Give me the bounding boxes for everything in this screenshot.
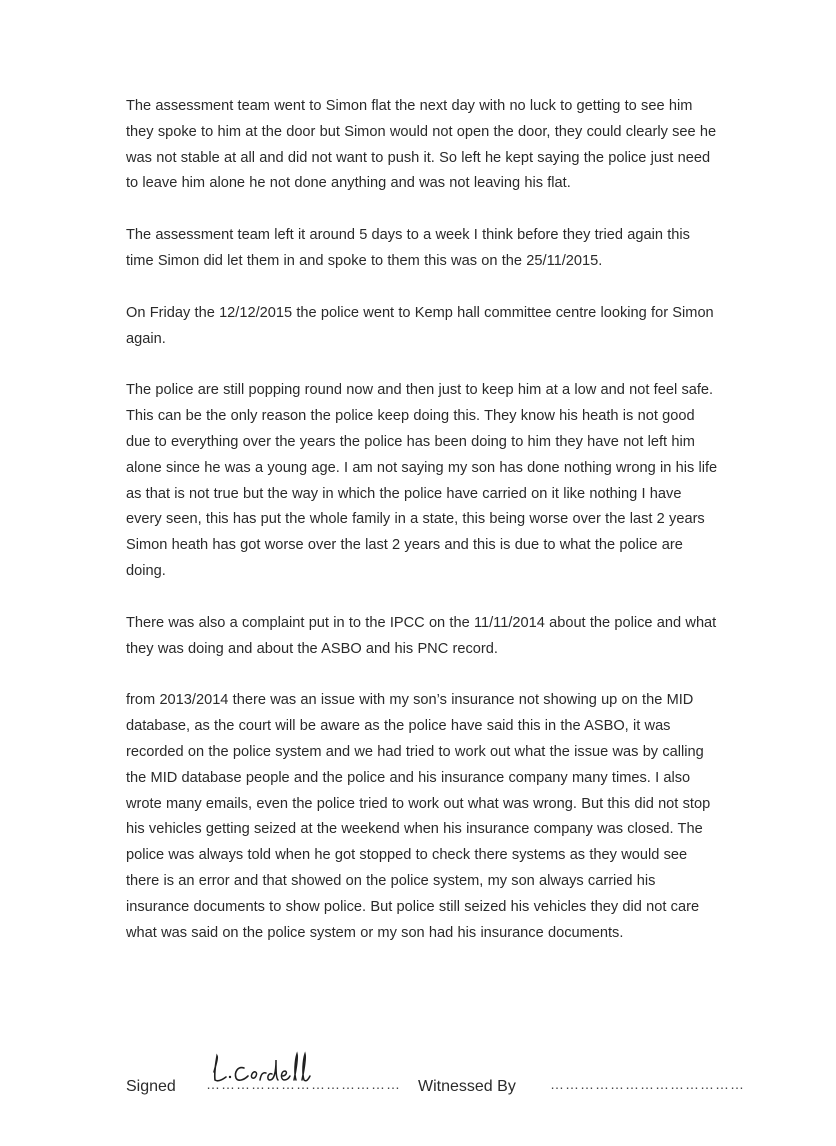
witnessed-by-label: Witnessed By xyxy=(418,1078,516,1095)
paragraph: On Friday the 12/12/2015 the police went to Kemp hall committee centre looking for Simon again. xyxy=(126,304,714,347)
signature-block xyxy=(126,1050,766,1110)
signed-label: Signed xyxy=(126,1078,176,1095)
paragraph: The assessment team went to Simon flat the next day with no luck to getting to see him they spoke to him at the door but Simon would not open the door, they could clearly see he was not stable at all and did not want to push it. So left he kept saying the police just need to leave him alone he not done anything and was not leaving his flat. xyxy=(126,98,717,192)
paragraph: The police are still popping round now and then just to keep him at a low and not feel safe. This can be the only reason the police keep doing this. They know his heath is not good due to everything over the years the police has been doing to him they have not left him alone since he was a young age. I am not saying my son has done nothing wrong in his life as that is not true but the way in which the police have carried on it like nothing I have every seen, this has put the whole family in a state, this being worse over the last 2 years Simon heath has got worse over the last 2 years and this is due to what the police are doing. xyxy=(126,382,718,579)
signature-line: ………………………………… xyxy=(206,1076,401,1092)
witness-signature-line: ………………………………… xyxy=(550,1076,745,1092)
paragraph: There was also a complaint put in to the IPCC on the 11/11/2014 about the police and what they was doing and about the ASBO and his PNC record. xyxy=(126,614,717,657)
paragraph: The assessment team left it around 5 days to a week I think before they tried again this time Simon did let them in and spoke to them this was on the 25/11/2015. xyxy=(126,227,690,269)
statement-body xyxy=(126,94,718,972)
paragraph: from 2013/2014 there was an issue with my son’s insurance not showing up on the MID database, as the court will be aware as the police have said this in the ASBO, it was recorded on the police system and we had tried to work out what the issue was by calling the MID database people and the police and his insurance company many times. I also wrote many emails, even the police tried to work out what was wrong. But this did not stop his vehicles getting seized at the weekend when his insurance company was closed. The police was always told when he got stopped to check there systems as they would see there is an error and that showed on the police system, my son always carried his insurance documents to show police. But police still seized his vehicles they did not care what was said on the police system or my son had his insurance documents. xyxy=(126,692,711,941)
